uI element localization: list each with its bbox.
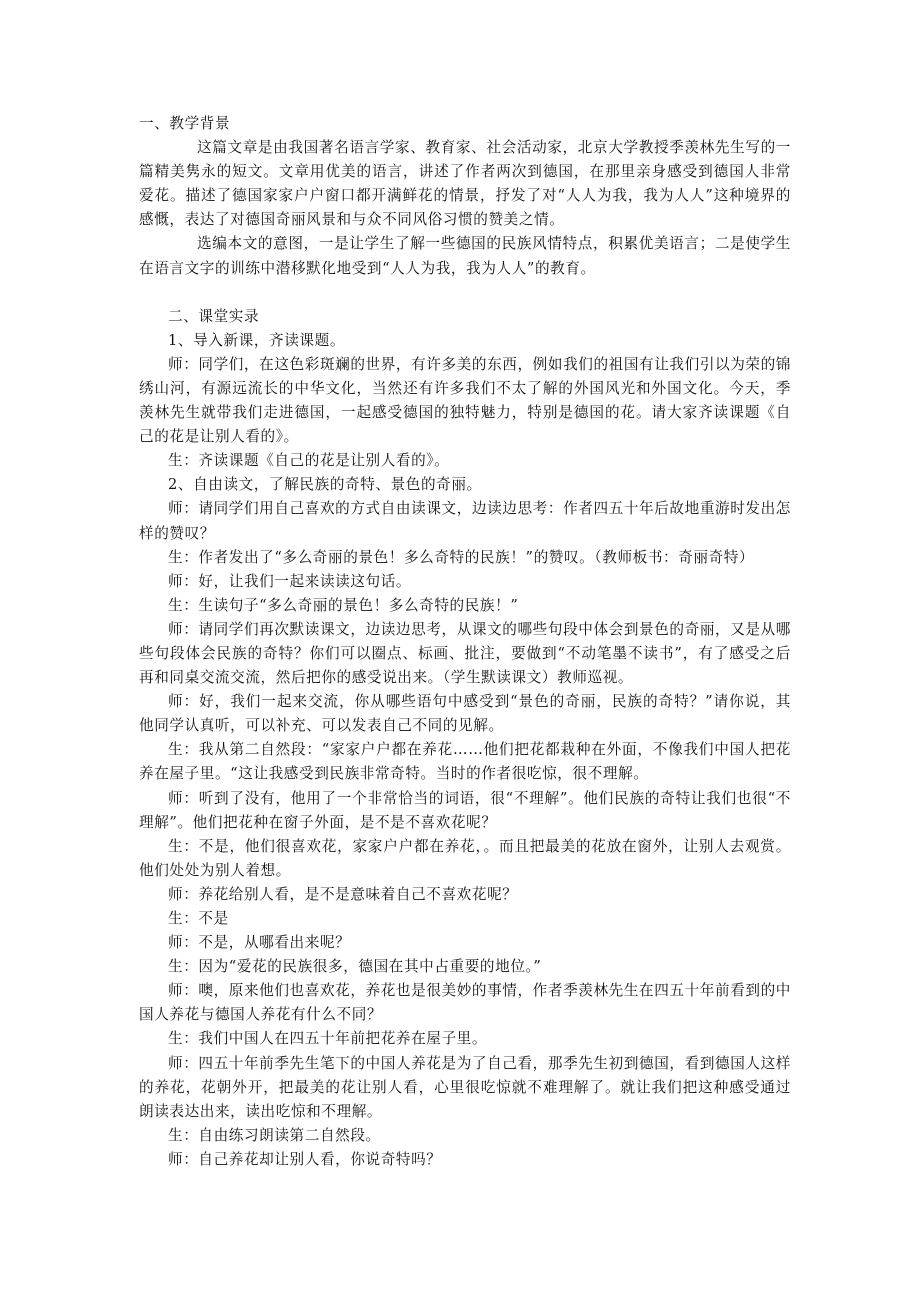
background-paragraph: 这篇文章是由我国著名语言学家、教育家、社会活动家，北京大学教授季羡林先生写的一篇精美隽永的短文。文章用优美的语言，讲述了作者两次到德国，在那里亲身感受到德国人非常爱花。描述了德国家家户户窗口都开满鲜花的情景，抒发了对“人人为我，我为人人”这种境界的感慨，表达了对德国奇丽风景和与众不同风俗习惯的赞美之情。	[139, 139, 791, 229]
background-paragraph: 选编本文的意图，一是让学生了解一些德国的民族风情特点，积累优美语言；二是使学生在语言文字的训练中潜移默化地受到“人人为我，我为人人”的教育。	[139, 235, 791, 277]
transcript-line: 生：我们中国人在四五十年前把花养在屋子里。	[168, 1030, 488, 1048]
transcript-line: 生：我从第二自然段：“家家户户都在养花……他们把花都栽种在外面，不像我们中国人把花养在屋子里。“这让我感受到民族非常奇特。当时的作者很吃惊，很不理解。	[139, 741, 791, 783]
transcript-line: 生：不是，他们很喜欢花，家家户户都在养花，。而且把最美的花放在窗外，让别人去观赏。他们处处为别人着想。	[139, 837, 791, 879]
transcript-step-2: 2、自由读文，了解民族的奇特、景色的奇丽。	[168, 476, 482, 494]
transcript-line: 师：好，让我们一起来读读这句话。	[168, 572, 412, 590]
document-page	[139, 112, 791, 1172]
transcript-line: 生：生读句子“多么奇丽的景色！多么奇特的民族！”	[168, 596, 519, 614]
transcript-line: 师：四五十年前季先生笔下的中国人养花是为了自己看，那季先生初到德国，看到德国人这样的养花，花朝外开，把最美的花让别人看，心里很吃惊就不难理解了。就让我们把这种感受通过朗读表达出来，读出吃惊和不理解。	[139, 1054, 791, 1120]
section-heading-transcript: 二、课堂实录	[168, 307, 260, 325]
section-heading-background: 一、教学背景	[139, 115, 231, 132]
transcript-line: 师：请同学们再次默读课文，边读边思考，从课文的哪些句段中体会到景色的奇丽，又是从哪些句段体会民族的奇特？你们可以圈点、标画、批注，要做到“不动笔墨不读书”，有了感受之后再和同桌交流交流，然后把你的感受说出来。（学生默读课文）教师巡视。	[139, 620, 791, 687]
transcript-line: 生：因为“爱花的民族很多，德国在其中占重要的地位。”	[168, 958, 542, 976]
transcript-line: 生：作者发出了“多么奇丽的景色！多么奇特的民族！”的赞叹。（教师板书：奇丽奇特）	[168, 548, 755, 566]
transcript-line: 师：不是，从哪看出来呢？	[168, 934, 351, 952]
transcript-line: 师：自己养花却让别人看，你说奇特吗？	[168, 1150, 442, 1168]
transcript-line: 生：齐读课题《自己的花是让别人看的》。	[168, 452, 450, 470]
transcript-line: 师：好，我们一起来交流，你从哪些语句中感受到“景色的奇丽，民族的奇特？”请你说，其他同学认真听，可以补充、可以发表自己不同的见解。	[139, 693, 791, 735]
transcript-line: 生：自由练习朗读第二自然段。	[168, 1126, 381, 1144]
transcript-line: 生：不是	[168, 910, 229, 927]
transcript-line: 师：噢，原来他们也喜欢花，养花也是很美妙的事情，作者季羡林先生在四五十年前看到的中国人养花与德国人养花有什么不同？	[139, 982, 791, 1024]
transcript-line: 师：养花给别人看，是不是意味着自己不喜欢花呢？	[168, 885, 518, 903]
transcript-line: 师：请同学们用自己喜欢的方式自由读课文，边读边思考：作者四五十年后故地重游时发出怎样的赞叹？	[139, 500, 791, 542]
transcript-line: 师：听到了没有，他用了一个非常恰当的词语，很“不理解”。他们民族的奇特让我们也很“不理解”。他们把花种在窗子外面，是不是不喜欢花呢？	[139, 789, 791, 831]
section-spacer	[139, 281, 791, 305]
transcript-line: 师：同学们，在这色彩斑斓的世界，有许多美的东西，例如我们的祖国有让我们引以为荣的锦绣山河，有源远流长的中华文化，当然还有许多我们不太了解的外国风光和外国文化。今天，季羡林先生就带我们走进德国，一起感受德国的独特魅力，特别是德国的花。请大家齐读课题《自己的花是让别人看的》。	[139, 355, 791, 446]
transcript-step-1: 1、导入新课，齐读课题。	[168, 331, 346, 349]
